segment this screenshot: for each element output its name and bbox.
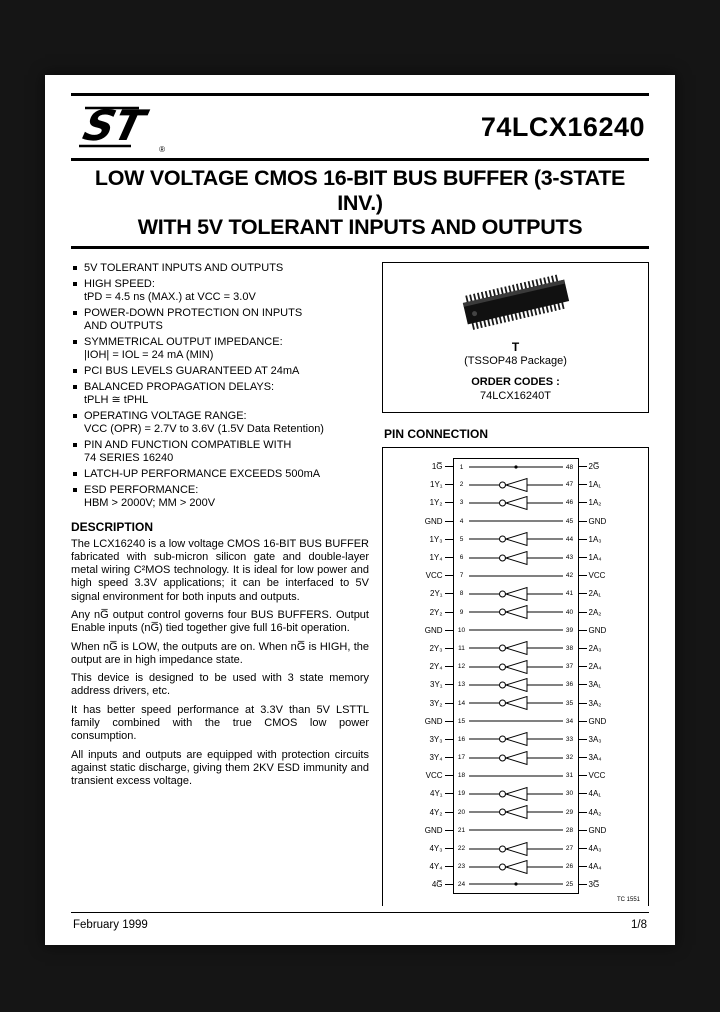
inverter-symbol-icon bbox=[468, 677, 564, 693]
chip-body-row bbox=[453, 621, 579, 639]
header bbox=[71, 96, 649, 158]
pin-label-left: 4Y₂ bbox=[429, 807, 443, 817]
pin-stub bbox=[445, 775, 453, 776]
chip-body-row bbox=[453, 476, 579, 494]
chip-body-row bbox=[453, 676, 579, 694]
inverter-symbol-icon bbox=[468, 477, 564, 493]
pin-number-right: 27 bbox=[565, 845, 574, 853]
inverter-symbol-icon bbox=[468, 695, 564, 711]
pin-number-right: 47 bbox=[565, 481, 574, 489]
feature-text: BALANCED PROPAGATION DELAYS: tPLH ≅ tPHL bbox=[84, 380, 275, 406]
power-line-icon bbox=[468, 713, 564, 729]
title-line-1: LOW VOLTAGE CMOS 16-BIT BUS BUFFER (3-STATE INV.) bbox=[94, 166, 626, 215]
pin-stub bbox=[445, 884, 453, 885]
pin-label-left: 2Y₂ bbox=[429, 607, 443, 617]
bullet-icon bbox=[73, 266, 77, 270]
pin-number-left: 4 bbox=[459, 517, 464, 525]
pin-label-left: GND bbox=[424, 825, 443, 835]
pin-number-right: 26 bbox=[565, 863, 574, 871]
feature-item bbox=[71, 365, 369, 378]
pin-number-left: 14 bbox=[457, 699, 466, 707]
pin-number-left: 10 bbox=[457, 626, 466, 634]
pin-number-right: 48 bbox=[565, 463, 574, 471]
pin-number-left: 24 bbox=[457, 880, 466, 888]
description-paragraph: Any nG̅ output control governs four BUS BUFFERS. Output Enable inputs (nG̅) tied together give full 16-bit operation. bbox=[71, 608, 369, 635]
pin-connection-diagram bbox=[382, 447, 649, 906]
pin-number-left: 18 bbox=[457, 772, 466, 780]
pin-number-left: 6 bbox=[459, 554, 464, 562]
content-columns bbox=[71, 262, 649, 906]
pin-stub bbox=[445, 830, 453, 831]
pin-label-right: GND bbox=[588, 716, 607, 726]
feature-text: ESD PERFORMANCE: HBM > 2000V; MM > 200V bbox=[84, 483, 216, 509]
power-line-icon bbox=[468, 568, 564, 584]
title-rule bbox=[71, 246, 649, 249]
bullet-icon bbox=[73, 311, 77, 315]
pin-number-right: 46 bbox=[565, 499, 574, 507]
pin-stub bbox=[579, 775, 587, 776]
features-list bbox=[71, 262, 369, 510]
bullet-icon bbox=[73, 414, 77, 418]
pin-stub bbox=[579, 684, 587, 685]
pin-label-right: 1A₁ bbox=[588, 480, 601, 490]
title-line-2: WITH 5V TOLERANT INPUTS AND OUTPUTS bbox=[137, 215, 583, 239]
tssop-package-image bbox=[426, 271, 606, 333]
pin-number-right: 42 bbox=[565, 572, 574, 580]
pin-label-right: 4A₄ bbox=[588, 862, 602, 872]
pin-stub bbox=[579, 703, 587, 704]
pin-number-left: 16 bbox=[457, 735, 466, 743]
chip-body-row bbox=[453, 858, 579, 876]
pin-stub bbox=[579, 648, 587, 649]
pin-row bbox=[385, 785, 646, 803]
inverter-symbol-icon bbox=[468, 640, 564, 656]
pin-label-left: GND bbox=[424, 625, 443, 635]
pin-stub bbox=[579, 793, 587, 794]
pin-number-left: 21 bbox=[457, 826, 466, 834]
package-letter: T bbox=[511, 339, 520, 354]
pin-row bbox=[385, 876, 646, 894]
power-line-icon bbox=[468, 622, 564, 638]
pin-number-left: 3 bbox=[459, 499, 464, 507]
pin-stub bbox=[579, 612, 587, 613]
bullet-icon bbox=[73, 472, 77, 476]
bullet-icon bbox=[73, 385, 77, 389]
pin-number-right: 25 bbox=[565, 880, 574, 888]
description-text bbox=[71, 538, 369, 789]
inverter-symbol-icon bbox=[468, 786, 564, 802]
chip-body-row bbox=[453, 839, 579, 857]
datasheet-page bbox=[45, 75, 675, 945]
pin-stub bbox=[579, 666, 587, 667]
pin-number-left: 20 bbox=[457, 808, 466, 816]
pin-number-left: 9 bbox=[459, 608, 464, 616]
bullet-icon bbox=[73, 488, 77, 492]
pin-label-left: VCC bbox=[425, 571, 443, 581]
pin-number-right: 38 bbox=[565, 644, 574, 652]
pin-number-right: 31 bbox=[565, 772, 574, 780]
pin-row bbox=[385, 694, 646, 712]
pin-number-left: 17 bbox=[457, 754, 466, 762]
pin-row bbox=[385, 821, 646, 839]
order-codes-box bbox=[382, 262, 649, 413]
pin-stub bbox=[579, 466, 587, 467]
inverter-symbol-icon bbox=[468, 550, 564, 566]
pin-stub bbox=[445, 539, 453, 540]
pin-stub bbox=[445, 557, 453, 558]
document-title bbox=[71, 166, 649, 240]
pin-number-left: 2 bbox=[459, 481, 464, 489]
pin-label-left: 4Y₄ bbox=[429, 862, 443, 872]
feature-item bbox=[71, 439, 369, 465]
pin-label-right: VCC bbox=[588, 771, 606, 781]
pin-stub bbox=[445, 812, 453, 813]
st-logo bbox=[75, 100, 167, 154]
pin-label-left: 3Y₁ bbox=[430, 680, 443, 690]
part-number: 74LCX16240 bbox=[480, 111, 645, 142]
pin-row bbox=[385, 839, 646, 857]
inverter-symbol-icon bbox=[468, 859, 564, 875]
pin-label-left: 1Y₄ bbox=[429, 553, 443, 563]
chip-body-row bbox=[453, 585, 579, 603]
pin-label-right: 4A₂ bbox=[588, 807, 602, 817]
pin-label-right: GND bbox=[588, 825, 607, 835]
inverter-symbol-icon bbox=[468, 731, 564, 747]
inverter-symbol-icon bbox=[468, 750, 564, 766]
feature-item bbox=[71, 381, 369, 407]
pin-number-left: 7 bbox=[459, 572, 464, 580]
pin-number-right: 45 bbox=[565, 517, 574, 525]
pin-stub bbox=[579, 757, 587, 758]
description-paragraph: The LCX16240 is a low voltage CMOS 16-BIT BUS BUFFER fabricated with sub-micron silicon gate and double-layer metal wiring C²MOS technology. It is ideal for low power and high speed 3.3V applications; it can be interfaced to 5V signal environment for both inputs and outputs. bbox=[71, 537, 369, 603]
feature-text: 5V TOLERANT INPUTS AND OUTPUTS bbox=[84, 261, 284, 274]
description-paragraph: This device is designed to be used with 3 state memory address drivers, etc. bbox=[71, 672, 369, 698]
pin-stub bbox=[579, 521, 587, 522]
inverter-symbol-icon bbox=[468, 586, 564, 602]
registered-mark: ® bbox=[159, 145, 165, 154]
pin-stub bbox=[445, 648, 453, 649]
chip-body-row bbox=[453, 494, 579, 512]
pin-stub bbox=[445, 630, 453, 631]
pin-label-left: 4G̅ bbox=[431, 880, 443, 890]
pin-number-right: 36 bbox=[565, 681, 574, 689]
chip-body-row bbox=[453, 876, 579, 894]
pin-row bbox=[385, 567, 646, 585]
power-line-icon bbox=[468, 822, 564, 838]
pin-label-left: 4Y₃ bbox=[429, 844, 443, 854]
pin-label-left: 3Y₂ bbox=[429, 698, 443, 708]
inverter-symbol-icon bbox=[468, 659, 564, 675]
chip-body-row bbox=[453, 730, 579, 748]
pin-number-left: 1 bbox=[459, 463, 464, 471]
output-enable-line-icon bbox=[468, 459, 564, 475]
feature-item bbox=[71, 278, 369, 304]
inverter-symbol-icon bbox=[468, 531, 564, 547]
pin-row bbox=[385, 530, 646, 548]
pin-label-right: GND bbox=[588, 516, 607, 526]
pin-label-right: 2A₃ bbox=[588, 643, 602, 653]
pin-number-right: 30 bbox=[565, 790, 574, 798]
pin-stub bbox=[445, 593, 453, 594]
pin-stub bbox=[445, 521, 453, 522]
pin-label-right: 1A₃ bbox=[588, 534, 602, 544]
feature-item bbox=[71, 410, 369, 436]
pin-stub bbox=[579, 575, 587, 576]
pin-label-right: 3A₃ bbox=[588, 734, 602, 744]
pin-stub bbox=[579, 557, 587, 558]
pin-label-left: 2Y₄ bbox=[429, 662, 443, 672]
chip-body-row bbox=[453, 658, 579, 676]
pin-label-left: 1G̅ bbox=[431, 462, 443, 472]
chip-body-row bbox=[453, 767, 579, 785]
feature-text: OPERATING VOLTAGE RANGE: VCC (OPR) = 2.7V to 3.6V (1.5V Data Retention) bbox=[84, 409, 324, 435]
chip-body-row bbox=[453, 548, 579, 566]
pin-row bbox=[385, 676, 646, 694]
pin-row bbox=[385, 803, 646, 821]
feature-item bbox=[71, 336, 369, 362]
chip-body-row bbox=[453, 512, 579, 530]
description-paragraph: When nG̅ is LOW, the outputs are on. When nG̅ is HIGH, the output are in high impedance state. bbox=[71, 640, 369, 666]
pin-row bbox=[385, 712, 646, 730]
header-rule bbox=[71, 158, 649, 161]
pin-stub bbox=[445, 703, 453, 704]
bullet-icon bbox=[73, 369, 77, 373]
pin-stub bbox=[445, 612, 453, 613]
pin-label-right: 3G̅ bbox=[588, 880, 600, 890]
bullet-icon bbox=[73, 282, 77, 286]
pin-label-right: 1A₂ bbox=[588, 498, 602, 508]
pin-connection-heading: PIN CONNECTION bbox=[384, 426, 489, 441]
pin-label-left: 1Y₃ bbox=[429, 534, 443, 544]
output-enable-line-icon bbox=[468, 876, 564, 892]
chip-body-row bbox=[453, 603, 579, 621]
pin-label-left: VCC bbox=[425, 771, 443, 781]
feature-text: LATCH-UP PERFORMANCE EXCEEDS 500mA bbox=[84, 467, 321, 480]
pin-label-left: 4Y₁ bbox=[430, 789, 443, 799]
pin-number-left: 22 bbox=[457, 845, 466, 853]
pin-label-right: 2A₂ bbox=[588, 607, 602, 617]
feature-item bbox=[71, 484, 369, 510]
pin-number-right: 41 bbox=[565, 590, 574, 598]
bullet-icon bbox=[73, 340, 77, 344]
pin-number-right: 33 bbox=[565, 735, 574, 743]
chip-body-row bbox=[453, 530, 579, 548]
pin-stub bbox=[579, 739, 587, 740]
st-logo-text: ST bbox=[78, 101, 150, 151]
pin-row bbox=[385, 585, 646, 603]
feature-item bbox=[71, 307, 369, 333]
pin-row bbox=[385, 512, 646, 530]
pin-stub bbox=[445, 484, 453, 485]
pin-number-right: 44 bbox=[565, 535, 574, 543]
pin-stub bbox=[579, 721, 587, 722]
pin-stub bbox=[579, 502, 587, 503]
left-column bbox=[71, 262, 369, 906]
pin-stub bbox=[445, 466, 453, 467]
pin-row bbox=[385, 476, 646, 494]
chip-body-row bbox=[453, 458, 579, 476]
pin-number-left: 13 bbox=[457, 681, 466, 689]
pin-label-left: 3Y₄ bbox=[429, 753, 443, 763]
pin-stub bbox=[445, 684, 453, 685]
pin-label-right: 4A₁ bbox=[588, 789, 601, 799]
power-line-icon bbox=[468, 513, 564, 529]
feature-text: POWER-DOWN PROTECTION ON INPUTS AND OUTPUTS bbox=[84, 306, 303, 332]
st-logo-graphic bbox=[75, 100, 167, 154]
pin-stub bbox=[445, 866, 453, 867]
footer-date: February 1999 bbox=[73, 919, 148, 931]
chip-body-row bbox=[453, 785, 579, 803]
pin-number-right: 29 bbox=[565, 808, 574, 816]
right-column bbox=[382, 262, 649, 906]
pin-label-right: 3A₂ bbox=[588, 698, 602, 708]
description-paragraph: All inputs and outputs are equipped with protection circuits against static discharge, giving them 2KV ESD immunity and transient excess voltage. bbox=[71, 748, 369, 788]
pin-label-right: VCC bbox=[588, 571, 606, 581]
pin-label-right: 2A₄ bbox=[588, 662, 602, 672]
inverter-symbol-icon bbox=[468, 495, 564, 511]
pin-stub bbox=[579, 848, 587, 849]
inverter-symbol-icon bbox=[468, 841, 564, 857]
bullet-icon bbox=[73, 443, 77, 447]
pin-number-left: 12 bbox=[457, 663, 466, 671]
pin-row bbox=[385, 603, 646, 621]
chip-body-row bbox=[453, 749, 579, 767]
pin-stub bbox=[579, 830, 587, 831]
feature-text: PIN AND FUNCTION COMPATIBLE WITH 74 SERIES 16240 bbox=[84, 438, 292, 464]
pin-label-left: 1Y₁ bbox=[430, 480, 443, 490]
chip-body-row bbox=[453, 694, 579, 712]
pin-label-right: GND bbox=[588, 625, 607, 635]
pin-label-left: 2Y₁ bbox=[430, 589, 443, 599]
pin-stub bbox=[445, 739, 453, 740]
inverter-symbol-icon bbox=[468, 604, 564, 620]
feature-text: HIGH SPEED: tPD = 4.5 ns (MAX.) at VCC = 3.0V bbox=[84, 277, 256, 303]
pin-row bbox=[385, 858, 646, 876]
pin-row bbox=[385, 658, 646, 676]
feature-item bbox=[71, 262, 369, 275]
pin-stub bbox=[445, 666, 453, 667]
feature-item bbox=[71, 468, 369, 481]
pin-label-right: 3A₄ bbox=[588, 753, 602, 763]
pin-stub bbox=[445, 502, 453, 503]
footer bbox=[71, 913, 649, 931]
pin-label-right: 3A₁ bbox=[588, 680, 601, 690]
pin-label-right: 4A₃ bbox=[588, 844, 602, 854]
chip-body-row bbox=[453, 639, 579, 657]
pin-stub bbox=[445, 575, 453, 576]
power-line-icon bbox=[468, 768, 564, 784]
pin-number-right: 35 bbox=[565, 699, 574, 707]
footer-page-number: 1/8 bbox=[631, 919, 647, 931]
pin-row bbox=[385, 730, 646, 748]
pin-number-left: 11 bbox=[458, 644, 465, 652]
chip-body-row bbox=[453, 712, 579, 730]
pin-number-right: 39 bbox=[565, 626, 574, 634]
pin-row bbox=[385, 548, 646, 566]
pin-row bbox=[385, 749, 646, 767]
pin-number-right: 37 bbox=[565, 663, 574, 671]
pin-number-left: 19 bbox=[457, 790, 466, 798]
inverter-symbol-icon bbox=[468, 804, 564, 820]
pin-stub bbox=[445, 757, 453, 758]
pin-stub bbox=[445, 848, 453, 849]
pin-stub bbox=[579, 866, 587, 867]
feature-text: SYMMETRICAL OUTPUT IMPEDANCE: |IOH| = IOL = 24 mA (MIN) bbox=[84, 335, 283, 361]
pin-stub bbox=[579, 812, 587, 813]
pin-row bbox=[385, 639, 646, 657]
pin-label-left: GND bbox=[424, 716, 443, 726]
pin-number-right: 28 bbox=[565, 826, 574, 834]
pin-number-right: 32 bbox=[565, 754, 574, 762]
pin-row bbox=[385, 458, 646, 476]
pin-label-left: 3Y₃ bbox=[429, 734, 443, 744]
pin-number-right: 34 bbox=[565, 717, 574, 725]
pin-stub bbox=[445, 721, 453, 722]
pin-stub bbox=[579, 593, 587, 594]
pin-row bbox=[385, 767, 646, 785]
pin-label-right: 2G̅ bbox=[588, 462, 600, 472]
pin-label-right: 1A₄ bbox=[588, 553, 602, 563]
description-heading: DESCRIPTION bbox=[71, 519, 154, 534]
feature-text: PCI BUS LEVELS GUARANTEED AT 24mA bbox=[84, 364, 300, 377]
pin-stub bbox=[579, 884, 587, 885]
pin-number-right: 43 bbox=[565, 554, 574, 562]
pin-label-left: 1Y₂ bbox=[429, 498, 443, 508]
pin-row bbox=[385, 494, 646, 512]
description-paragraph: It has better speed performance at 3.3V than 5V LSTTL family combined with the true CMOS low power consumption. bbox=[71, 703, 369, 743]
order-codes-label: ORDER CODES : bbox=[471, 375, 560, 388]
figure-code: TC 1551 bbox=[616, 897, 640, 903]
order-code-value: 74LCX16240T bbox=[480, 389, 551, 402]
chip-body-row bbox=[453, 821, 579, 839]
pin-stub bbox=[579, 484, 587, 485]
chip-body-row bbox=[453, 803, 579, 821]
pin-stub bbox=[445, 793, 453, 794]
pin-number-left: 23 bbox=[457, 863, 466, 871]
pin-label-left: GND bbox=[424, 516, 443, 526]
package-name: (TSSOP48 Package) bbox=[464, 354, 567, 367]
pin-number-left: 15 bbox=[457, 717, 466, 725]
pin-number-right: 40 bbox=[565, 608, 574, 616]
pin-number-left: 5 bbox=[459, 535, 464, 543]
pin-rows bbox=[385, 458, 646, 895]
pin-label-right: 2A₁ bbox=[588, 589, 601, 599]
pin-number-left: 8 bbox=[459, 590, 464, 598]
chip-body-row bbox=[453, 567, 579, 585]
pin-stub bbox=[579, 539, 587, 540]
pin-row bbox=[385, 621, 646, 639]
pin-stub bbox=[579, 630, 587, 631]
pin-label-left: 2Y₃ bbox=[429, 643, 443, 653]
